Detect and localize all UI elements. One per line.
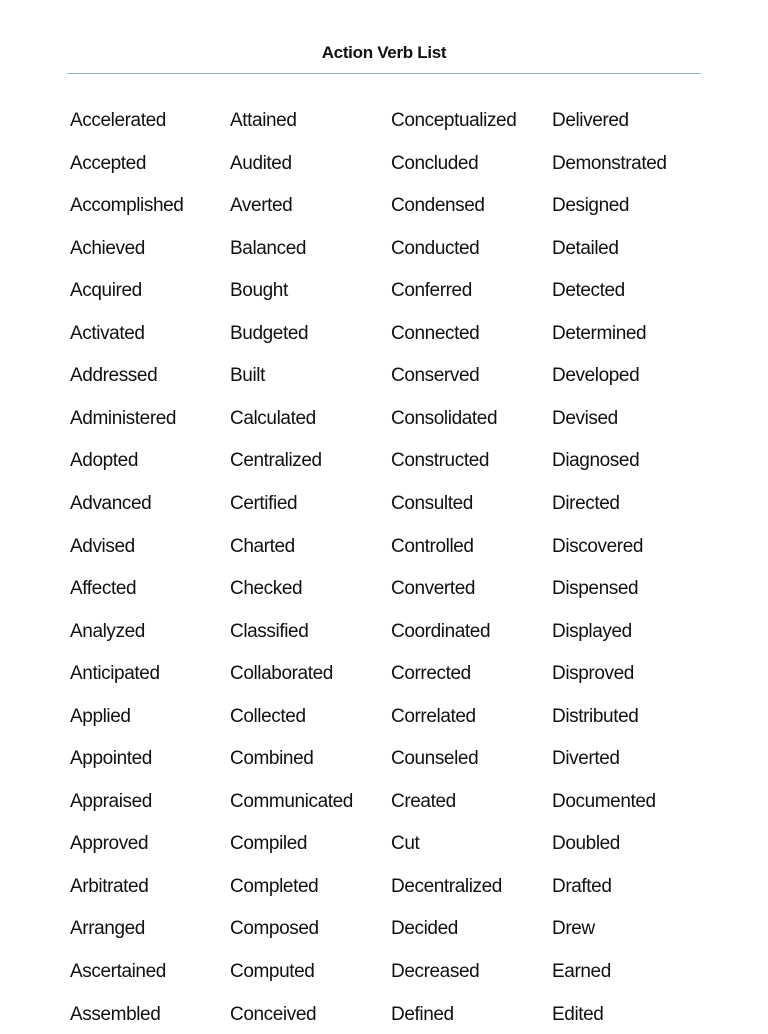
verb-row: [70, 153, 768, 183]
verb-row: [70, 833, 768, 863]
verb-item: Detailed: [552, 237, 619, 259]
verb-item: Completed: [230, 875, 319, 897]
verb-item: Conceptualized: [391, 110, 517, 131]
verb-item: Analyzed: [70, 620, 145, 642]
verb-item: Compiled: [230, 833, 308, 855]
verb-item: Checked: [230, 578, 303, 600]
verb-item: Detected: [552, 280, 625, 302]
verb-item: Appointed: [70, 748, 152, 770]
verb-item: Adopted: [70, 450, 138, 472]
verb-item: Edited: [552, 1003, 604, 1025]
verb-item: Controlled: [391, 535, 474, 557]
verb-item: Drew: [552, 918, 595, 940]
verb-item: Classified: [230, 620, 309, 642]
verb-item: Affected: [70, 578, 137, 600]
verb-row: [70, 748, 768, 778]
verb-item: Connected: [391, 322, 480, 344]
verb-item: Cut: [391, 833, 420, 855]
verb-row: [70, 450, 768, 480]
verb-item: Computed: [230, 961, 315, 982]
verb-item: Built: [230, 365, 265, 387]
verb-row: [70, 791, 768, 821]
verb-item: Advised: [70, 535, 135, 557]
verb-row: [70, 876, 768, 906]
verb-item: Advanced: [70, 492, 152, 514]
verb-item: Documented: [552, 790, 656, 812]
verb-item: Disproved: [552, 663, 634, 685]
verb-row: [70, 110, 768, 140]
verb-item: Ascertained: [70, 961, 166, 982]
verb-item: Corrected: [391, 663, 471, 685]
verb-item: Assembled: [70, 1003, 161, 1025]
verb-item: Determined: [552, 322, 647, 344]
verb-item: Earned: [552, 961, 611, 982]
verb-item: Diagnosed: [552, 450, 640, 472]
verb-item: Achieved: [70, 237, 145, 259]
verb-item: Delivered: [552, 110, 629, 131]
verb-row: [70, 365, 768, 395]
verb-item: Collected: [230, 705, 306, 727]
verb-item: Accepted: [70, 152, 147, 174]
verb-item: Discovered: [552, 535, 644, 557]
verb-row: [70, 408, 768, 438]
verb-item: Dispensed: [552, 578, 639, 600]
verb-item: Consulted: [391, 492, 473, 514]
verb-item: Directed: [552, 492, 620, 514]
title-divider: [67, 73, 701, 74]
verb-row: [70, 238, 768, 268]
verb-item: Decided: [391, 918, 458, 940]
verb-row: [70, 918, 768, 948]
verb-item: Conserved: [391, 365, 480, 387]
verb-item: Counseled: [391, 748, 479, 770]
verb-item: Drafted: [552, 875, 612, 897]
verb-row: [70, 961, 768, 991]
verb-item: Displayed: [552, 620, 632, 642]
verb-item: Acquired: [70, 280, 142, 302]
verb-item: Accomplished: [70, 195, 184, 217]
verb-row: [70, 493, 768, 523]
verb-row: [70, 578, 768, 608]
verb-item: Conducted: [391, 237, 480, 259]
verb-item: Doubled: [552, 833, 620, 855]
verb-item: Collaborated: [230, 663, 333, 685]
verb-item: Developed: [552, 365, 640, 387]
verb-item: Conceived: [230, 1003, 317, 1025]
verb-item: Arranged: [70, 918, 145, 940]
verb-item: Certified: [230, 492, 298, 514]
document-title: Action Verb List: [321, 43, 447, 62]
verb-item: Charted: [230, 535, 295, 557]
verb-item: Composed: [230, 918, 319, 940]
verb-item: Coordinated: [391, 620, 491, 642]
verb-item: Anticipated: [70, 663, 160, 685]
verb-item: Audited: [230, 152, 292, 174]
verb-item: Constructed: [391, 450, 490, 472]
verb-item: Accelerated: [70, 110, 166, 131]
verb-item: Decreased: [391, 961, 480, 982]
verb-row: [70, 536, 768, 566]
verb-item: Activated: [70, 322, 145, 344]
verb-item: Condensed: [391, 195, 485, 217]
verb-item: Addressed: [70, 365, 158, 387]
verb-item: Applied: [70, 705, 131, 727]
verb-item: Decentralized: [391, 875, 502, 897]
verb-item: Budgeted: [230, 322, 309, 344]
verb-row: [70, 621, 768, 651]
verb-item: Correlated: [391, 705, 476, 727]
verb-item: Balanced: [230, 237, 307, 259]
verb-item: Conferred: [391, 280, 472, 302]
verb-item: Bought: [230, 280, 288, 302]
verb-item: Appraised: [70, 790, 152, 812]
verb-item: Consolidated: [391, 407, 498, 429]
verb-item: Converted: [391, 578, 476, 600]
verb-item: Calculated: [230, 407, 316, 429]
verb-item: Created: [391, 790, 456, 812]
verb-item: Centralized: [230, 450, 322, 472]
verb-item: Devised: [552, 407, 618, 429]
verb-row: [70, 323, 768, 353]
verb-row: [70, 1004, 768, 1034]
verb-item: Administered: [70, 407, 177, 429]
verb-row: [70, 706, 768, 736]
verb-item: Demonstrated: [552, 152, 667, 174]
verb-item: Diverted: [552, 748, 620, 770]
verb-item: Defined: [391, 1003, 454, 1025]
verb-item: Distributed: [552, 705, 639, 727]
verb-row: [70, 195, 768, 225]
verb-item: Averted: [230, 195, 293, 217]
verb-row: [70, 663, 768, 693]
verb-item: Arbitrated: [70, 875, 149, 897]
verb-item: Concluded: [391, 152, 479, 174]
verb-item: Approved: [70, 833, 149, 855]
verb-item: Attained: [230, 110, 297, 131]
verb-item: Designed: [552, 195, 630, 217]
verb-row: [70, 280, 768, 310]
verb-item: Combined: [230, 748, 314, 770]
verb-item: Communicated: [230, 790, 353, 812]
